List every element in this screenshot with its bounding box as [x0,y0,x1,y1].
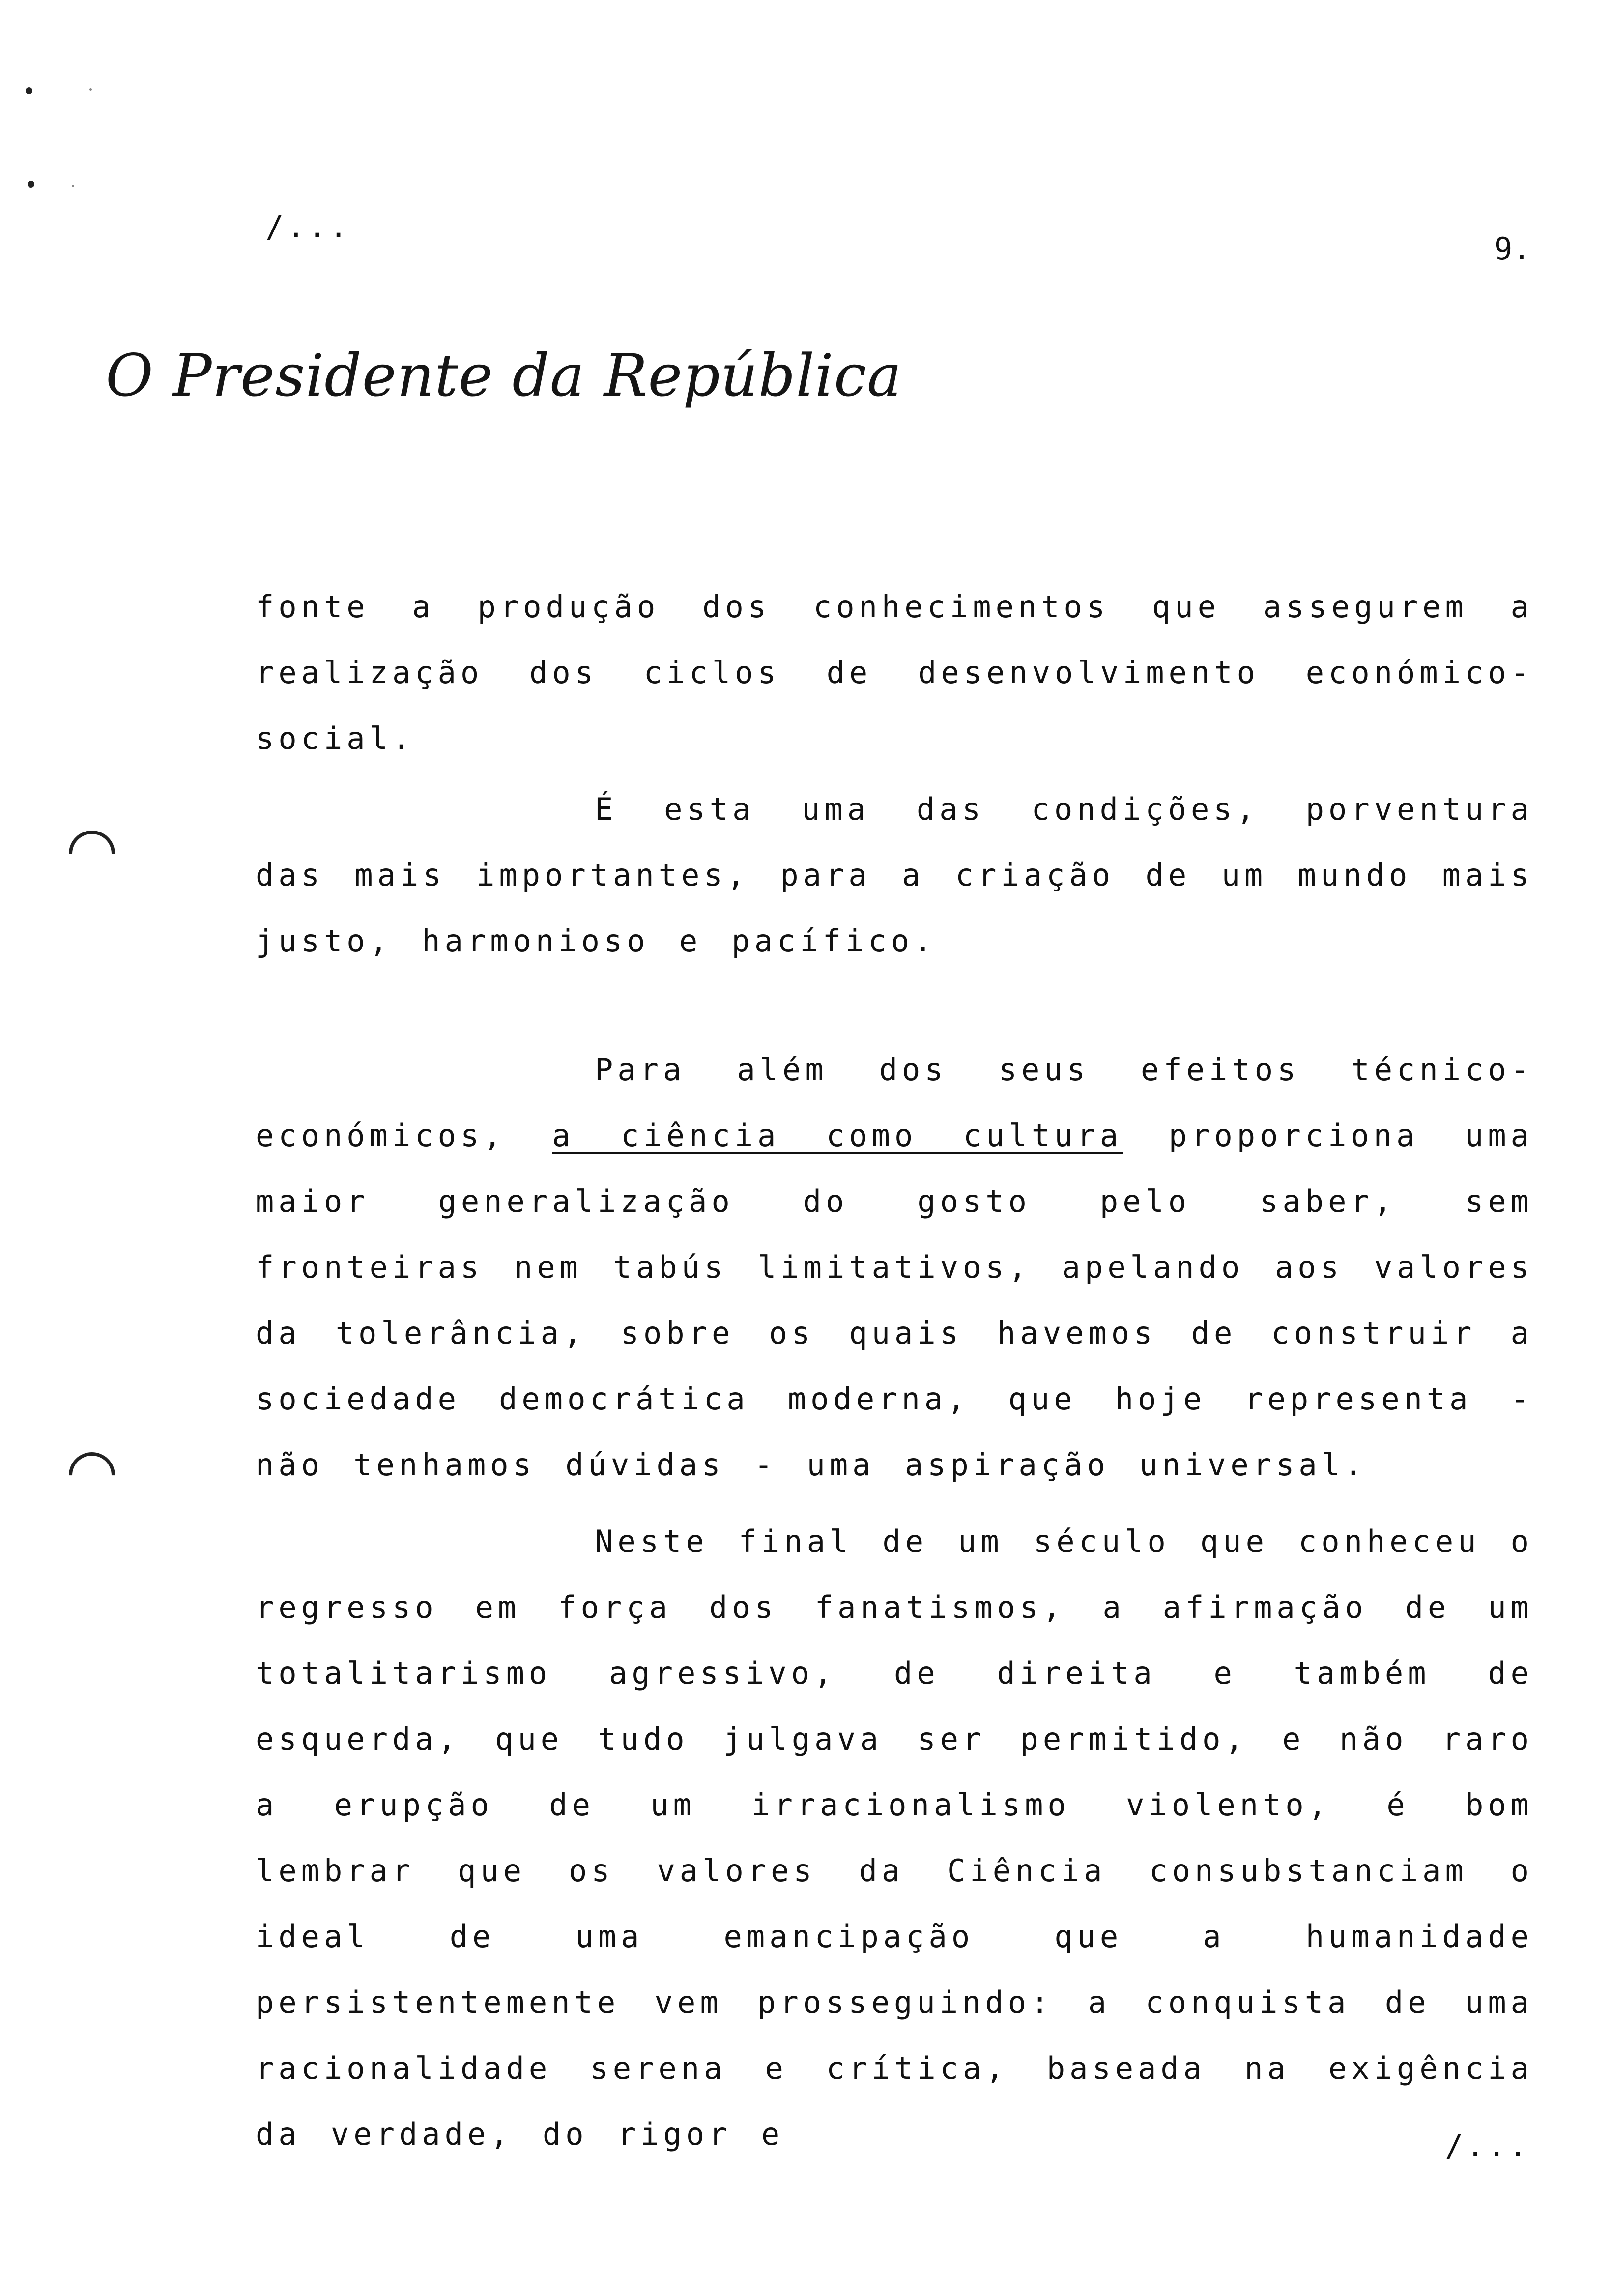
paragraph-text: Para além dos seus efeitos técnico-económicos, [256,1052,1533,1153]
binder-dot [28,181,34,188]
scan-speck [89,88,92,91]
paragraph-text: proporciona uma maior generalização do gosto pelo saber, sem fronteiras nem tabús limitativos, apelando aos valores da tolerância, sobre os quais havemos de construir a sociedade democrática moderna, que hoje representa - não tenhamos dúvidas - uma aspiração universal. [256,1118,1533,1483]
continuation-marker-top: /... [265,209,351,245]
body-text [256,776,1533,974]
binder-dot [26,87,32,94]
scan-speck [72,185,74,187]
continuation-marker-bottom: /... [1445,2128,1530,2164]
body-text [256,574,1533,772]
underlined-phrase: a ciência como cultura [552,1118,1123,1153]
body-text [256,1037,1533,1498]
paragraph-4 [256,1509,1533,2167]
paragraph-3 [256,1037,1533,1498]
page-number: 9. [1494,231,1531,267]
punch-hole-mark [59,821,125,887]
paragraph-text: Neste final de um século que conheceu o regresso em força dos fanatismos, a afirmação de um totalitarismo agressivo, de direita e também de esquerda, que tudo julgava ser permitido, e não raro a erupção de um irracionalismo violento, é bom lembrar que os valores da Ciência consubstanciam o ideal de uma emancipação que a humanidade persistentemente vem prosseguindo: a conquista de uma racionalidade serena e crítica, baseada na exigência da verdade, do rigor e [256,1523,1533,2152]
paragraph-text: É esta uma das condições, porventura das mais importantes, para a criação de um mundo mais justo, harmonioso e pacífico. [256,791,1533,959]
punch-hole-mark [59,1443,125,1508]
paragraph-2 [256,776,1533,974]
letterhead: O Presidente da República [106,342,902,409]
paragraph-1 [256,574,1533,772]
paragraph-text: fonte a produção dos conhecimentos que assegurem a realização dos ciclos de desenvolvimento económico-social. [256,589,1533,756]
body-text [256,1509,1533,2167]
